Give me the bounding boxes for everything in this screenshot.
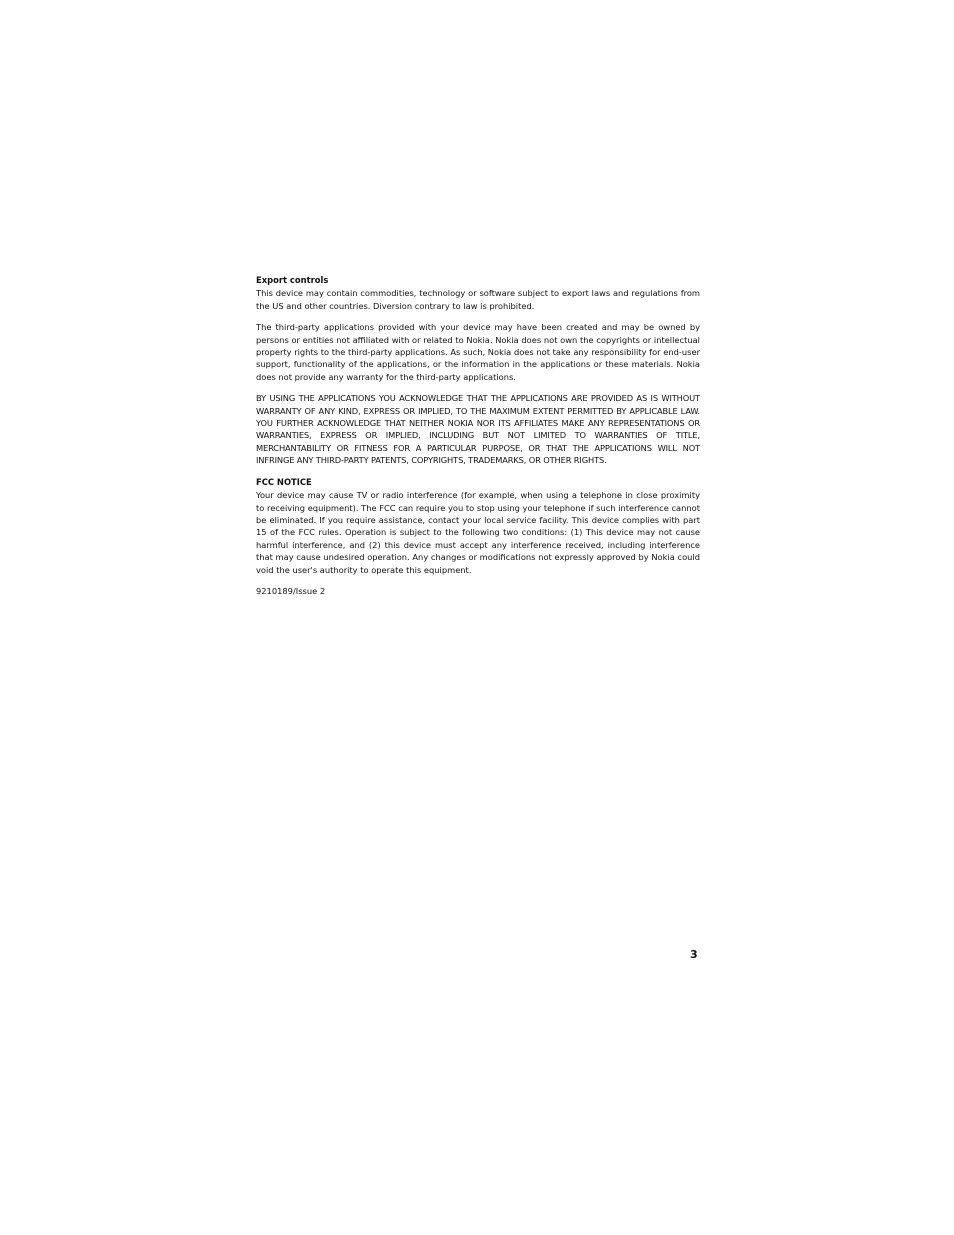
page-number: 3 (690, 948, 698, 961)
fcc-notice-paragraph: Your device may cause TV or radio interference (for example, when using a telephone in close proximity to receiving equipment). The FCC can require you to stop using your telephone if such interference cannot be eliminated. If you require assistance, contact your local service facility. This device complies with part 15 of the FCC rules. Operation is subject to the following two conditions: (1) This device may not cause harmful interference, and (2) this device must accept any interference received, including interference that may cause undesired operation. Any changes or modifications not expressly approved by Nokia could void the user's authority to operate this equipment. (256, 490, 700, 575)
third-party-applications-paragraph: The third-party applications provided with your device may have been created and may be owned by persons or entities not affiliated with or related to Nokia. Nokia does not own the copyrights or intellectual property rights to the third-party applications. As such, Nokia does not take any responsibility for end-user support, functionality of the applications, or the information in the applications or these materials. Nokia does not provide any warranty for the third-party applications. (256, 322, 700, 382)
warranty-disclaimer-paragraph: BY USING THE APPLICATIONS YOU ACKNOWLEDGE THAT THE APPLICATIONS ARE PROVIDED AS IS WITHOUT WARRANTY OF ANY KIND, EXPRESS OR IMPLIED, TO THE MAXIMUM EXTENT PERMITTED BY APPLICABLE LAW. YOU FURTHER ACKNOWLEDGE THAT NEITHER NOKIA NOR ITS AFFILIATES MAKE ANY REPRESENTATIONS OR WARRANTIES, EXPRESS OR IMPLIED, INCLUDING BUT NOT LIMITED TO WARRANTIES OF TITLE, MERCHANTABILITY OR FITNESS FOR A PARTICULAR PURPOSE, OR THAT THE APPLICATIONS WILL NOT INFRINGE ANY THIRD-PARTY PATENTS, COPYRIGHTS, TRADEMARKS, OR OTHER RIGHTS. (256, 393, 700, 466)
fcc-notice-heading: FCC NOTICE (256, 476, 312, 487)
document-body (256, 274, 700, 597)
export-controls-paragraph: This device may contain commodities, technology or software subject to export laws and regulations from the US and other countries. Diversion contrary to law is prohibited. (256, 288, 700, 311)
issue-number: 9210189/Issue 2 (256, 585, 326, 596)
export-controls-heading: Export controls (256, 275, 329, 285)
